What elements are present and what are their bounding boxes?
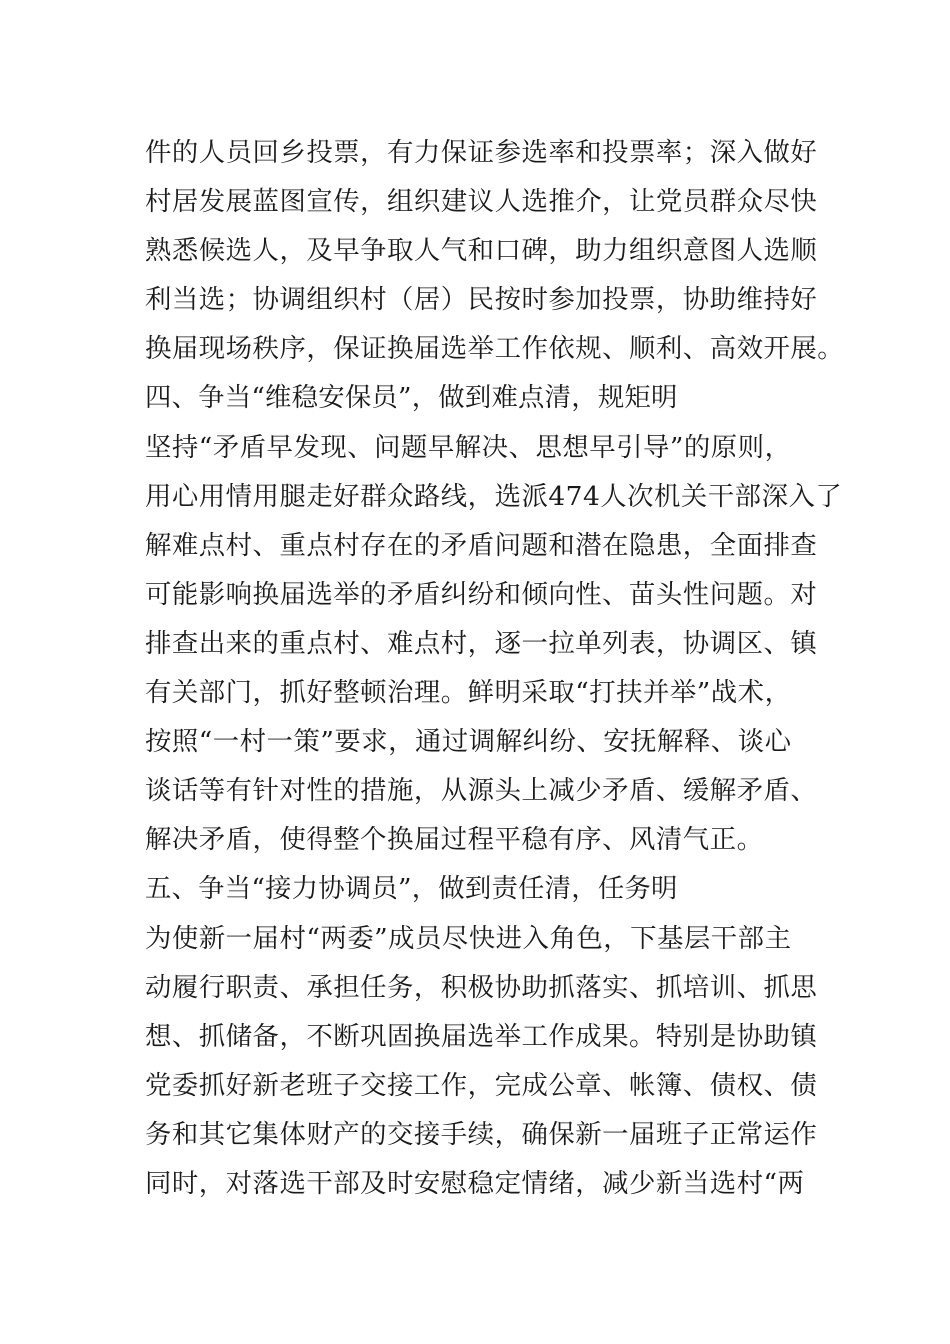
text-line: 动履行职责、承担任务，积极协助抓落实、抓培训、抓思 — [145, 971, 818, 1003]
text-line: 熟悉候选人，及早争取人气和口碑，助力组织意图人选顺 — [145, 235, 818, 267]
text-line: 换届现场秩序，保证换届选举工作依规、顺利、高效开展。 — [145, 333, 845, 365]
text-line: 有关部门，抓好整顿治理。鲜明采取“打扶并举”战术， — [145, 677, 792, 709]
text-line: 同时，对落选干部及时安慰稳定情绪，减少新当选村“两 — [145, 1167, 805, 1199]
text-line: 为使新一届村“两委”成员尽快进入角色，下基层干部主 — [145, 922, 792, 954]
text-line: 务和其它集体财产的交接手续，确保新一届班子正常运作 — [145, 1118, 818, 1150]
text-line: 用心用情用腿走好群众路线，选派474人次机关干部深入了 — [145, 480, 843, 512]
section-heading-5: 五、争当“接力协调员”，做到责任清，任务明 — [145, 873, 678, 905]
text-line: 想、抓储备，不断巩固换届选举工作成果。特别是协助镇 — [145, 1020, 818, 1052]
text-line: 坚持“矛盾早发现、问题早解决、思想早引导”的原则， — [145, 431, 792, 463]
text-line: 谈话等有针对性的措施，从源头上减少矛盾、缓解矛盾、 — [145, 775, 818, 807]
document-body — [145, 128, 845, 1208]
text-line: 村居发展蓝图宣传，组织建议人选推介，让党员群众尽快 — [145, 186, 818, 218]
text-line: 排查出来的重点村、难点村，逐一拉单列表，协调区、镇 — [145, 627, 818, 659]
section-heading-4: 四、争当“维稳安保员”，做到难点清，规矩明 — [145, 382, 678, 414]
text-line: 党委抓好新老班子交接工作，完成公章、帐簿、债权、债 — [145, 1069, 818, 1101]
text-line: 按照“一村一策”要求，通过调解纠纷、安抚解释、谈心 — [145, 726, 792, 758]
text-line: 解决矛盾，使得整个换届过程平稳有序、风清气正。 — [145, 824, 764, 856]
text-line: 件的人员回乡投票，有力保证参选率和投票率；深入做好 — [145, 137, 818, 168]
text-line: 解难点村、重点村存在的矛盾问题和潜在隐患，全面排查 — [145, 529, 818, 561]
text-line: 利当选；协调组织村（居）民按时参加投票，协助维持好 — [145, 284, 818, 316]
text-line: 可能影响换届选举的矛盾纠纷和倾向性、苗头性问题。对 — [145, 578, 818, 610]
